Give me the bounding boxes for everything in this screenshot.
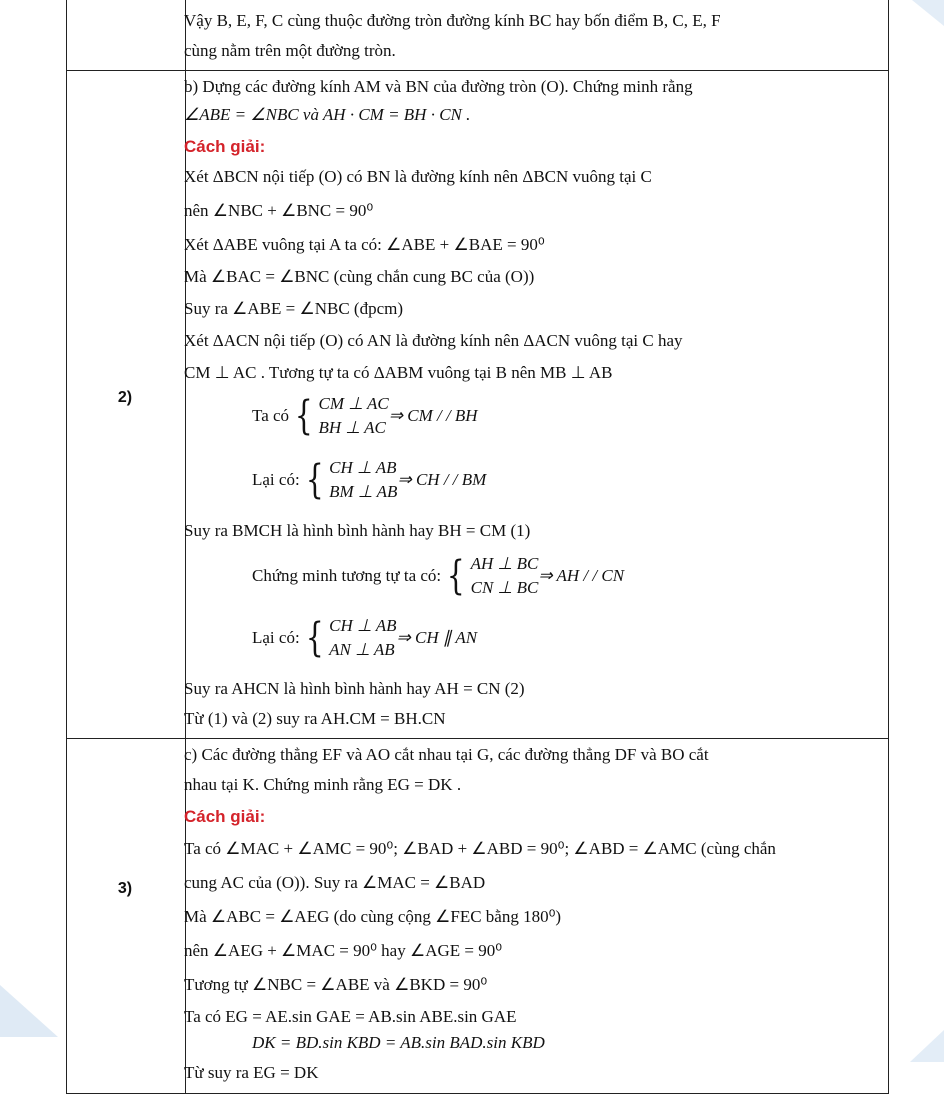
equation-system (252, 392, 478, 440)
system-rows (319, 392, 389, 440)
system-row: AH ⊥ BC (470, 554, 539, 573)
solution-line: Ta có EG = AE.sin GAE = AB.sin ABE.sin GAE (184, 1007, 517, 1026)
equation-system (252, 552, 624, 600)
system-row: BM ⊥ AB (329, 482, 398, 501)
system-prefix: Chứng minh tương tự ta có: (252, 566, 442, 585)
system-rows (329, 614, 396, 662)
number-column (66, 0, 186, 1094)
solution-line: Mà ∠BAC = ∠BNC (cùng chắn cung BC của (O)) (184, 267, 535, 286)
solution-line: Suy ra ∠ABE = ∠NBC (đpcm) (184, 299, 404, 318)
table-bottom-border (66, 1093, 889, 1094)
row-divider (66, 70, 889, 71)
row-divider (66, 738, 889, 739)
solution-heading: Cách giải: (184, 137, 266, 156)
corner-decoration-left (0, 985, 58, 1037)
solution-line: Mà ∠ABC = ∠AEG (do cùng cộng ∠FEC bằng 180⁰) (184, 907, 562, 926)
corner-decoration-top-right (912, 0, 944, 26)
equation-system (252, 456, 486, 504)
question-formula: ∠ABE = ∠NBC và AH · CM = BH · CN . (184, 105, 471, 124)
system-result: ⇒ AH / / CN (538, 566, 625, 585)
solution-line: cung AC của (O)). Suy ra ∠MAC = ∠BAD (184, 873, 486, 892)
solution-line: Tương tự ∠NBC = ∠ABE và ∠BKD = 90⁰ (184, 975, 488, 994)
left-brace: { (305, 615, 324, 661)
system-row: CN ⊥ BC (470, 578, 539, 597)
text-line: cùng nằm trên một đường tròn. (184, 41, 396, 60)
solution-line: Từ (1) và (2) suy ra AH.CM = BH.CN (184, 709, 446, 728)
question-text: b) Dựng các đường kính AM và BN của đường tròn (O). Chứng minh rằng (184, 77, 693, 96)
system-rows (471, 552, 539, 600)
system-result: ⇒ CM / / BH (388, 406, 478, 425)
left-brace: { (446, 553, 465, 599)
system-row: CH ⊥ AB (329, 616, 397, 635)
system-result: ⇒ CH / / BM (397, 470, 487, 489)
system-result: ⇒ CH ∥ AN (396, 628, 478, 647)
question-text: nhau tại K. Chứng minh rằng EG = DK . (184, 775, 462, 794)
solution-heading: Cách giải: (184, 807, 266, 826)
solution-line: Suy ra AHCN là hình bình hành hay AH = CN (2) (184, 679, 525, 698)
content-column (185, 0, 889, 1094)
question-number-3: 3) (117, 880, 133, 897)
solution-line: nên ∠NBC + ∠BNC = 90⁰ (184, 201, 374, 220)
solution-line: Từ suy ra EG = DK (184, 1063, 319, 1082)
solution-line: Suy ra BMCH là hình bình hành hay BH = CM (1) (184, 521, 531, 540)
solution-line: DK = BD.sin KBD = AB.sin BAD.sin KBD (252, 1033, 545, 1052)
system-rows (329, 456, 397, 504)
solution-line: nên ∠AEG + ∠MAC = 90⁰ hay ∠AGE = 90⁰ (184, 941, 503, 960)
equation-system (252, 614, 477, 662)
question-number-2: 2) (117, 389, 133, 406)
system-row: CM ⊥ AC (318, 394, 389, 413)
system-prefix: Lại có: (252, 628, 300, 647)
system-row: AN ⊥ AB (329, 640, 395, 659)
system-prefix: Ta có (252, 406, 290, 425)
solution-line: Xét ΔBCN nội tiếp (O) có BN là đường kính nên ΔBCN vuông tại C (184, 167, 652, 186)
system-row: CH ⊥ AB (329, 458, 397, 477)
left-brace: { (294, 393, 313, 439)
question-text: c) Các đường thẳng EF và AO cắt nhau tại G, các đường thẳng DF và BO cắt (184, 745, 709, 764)
solution-table (66, 0, 889, 1094)
corner-decoration-right (910, 1030, 944, 1062)
solution-line: Ta có ∠MAC + ∠AMC = 90⁰; ∠BAD + ∠ABD = 90⁰; ∠ABD = ∠AMC (cùng chắn (184, 839, 776, 858)
system-row: BH ⊥ AC (318, 418, 386, 437)
text-line: Vậy B, E, F, C cùng thuộc đường tròn đường kính BC hay bốn điểm B, C, E, F (184, 11, 721, 30)
system-prefix: Lại có: (252, 470, 300, 489)
left-brace: { (305, 457, 324, 503)
solution-line: CM ⊥ AC . Tương tự ta có ΔABM vuông tại B nên MB ⊥ AB (184, 363, 613, 382)
solution-line: Xét ΔACN nội tiếp (O) có AN là đường kính nên ΔACN vuông tại C hay (184, 331, 683, 350)
solution-line: Xét ΔABE vuông tại A ta có: ∠ABE + ∠BAE = 90⁰ (184, 235, 545, 254)
